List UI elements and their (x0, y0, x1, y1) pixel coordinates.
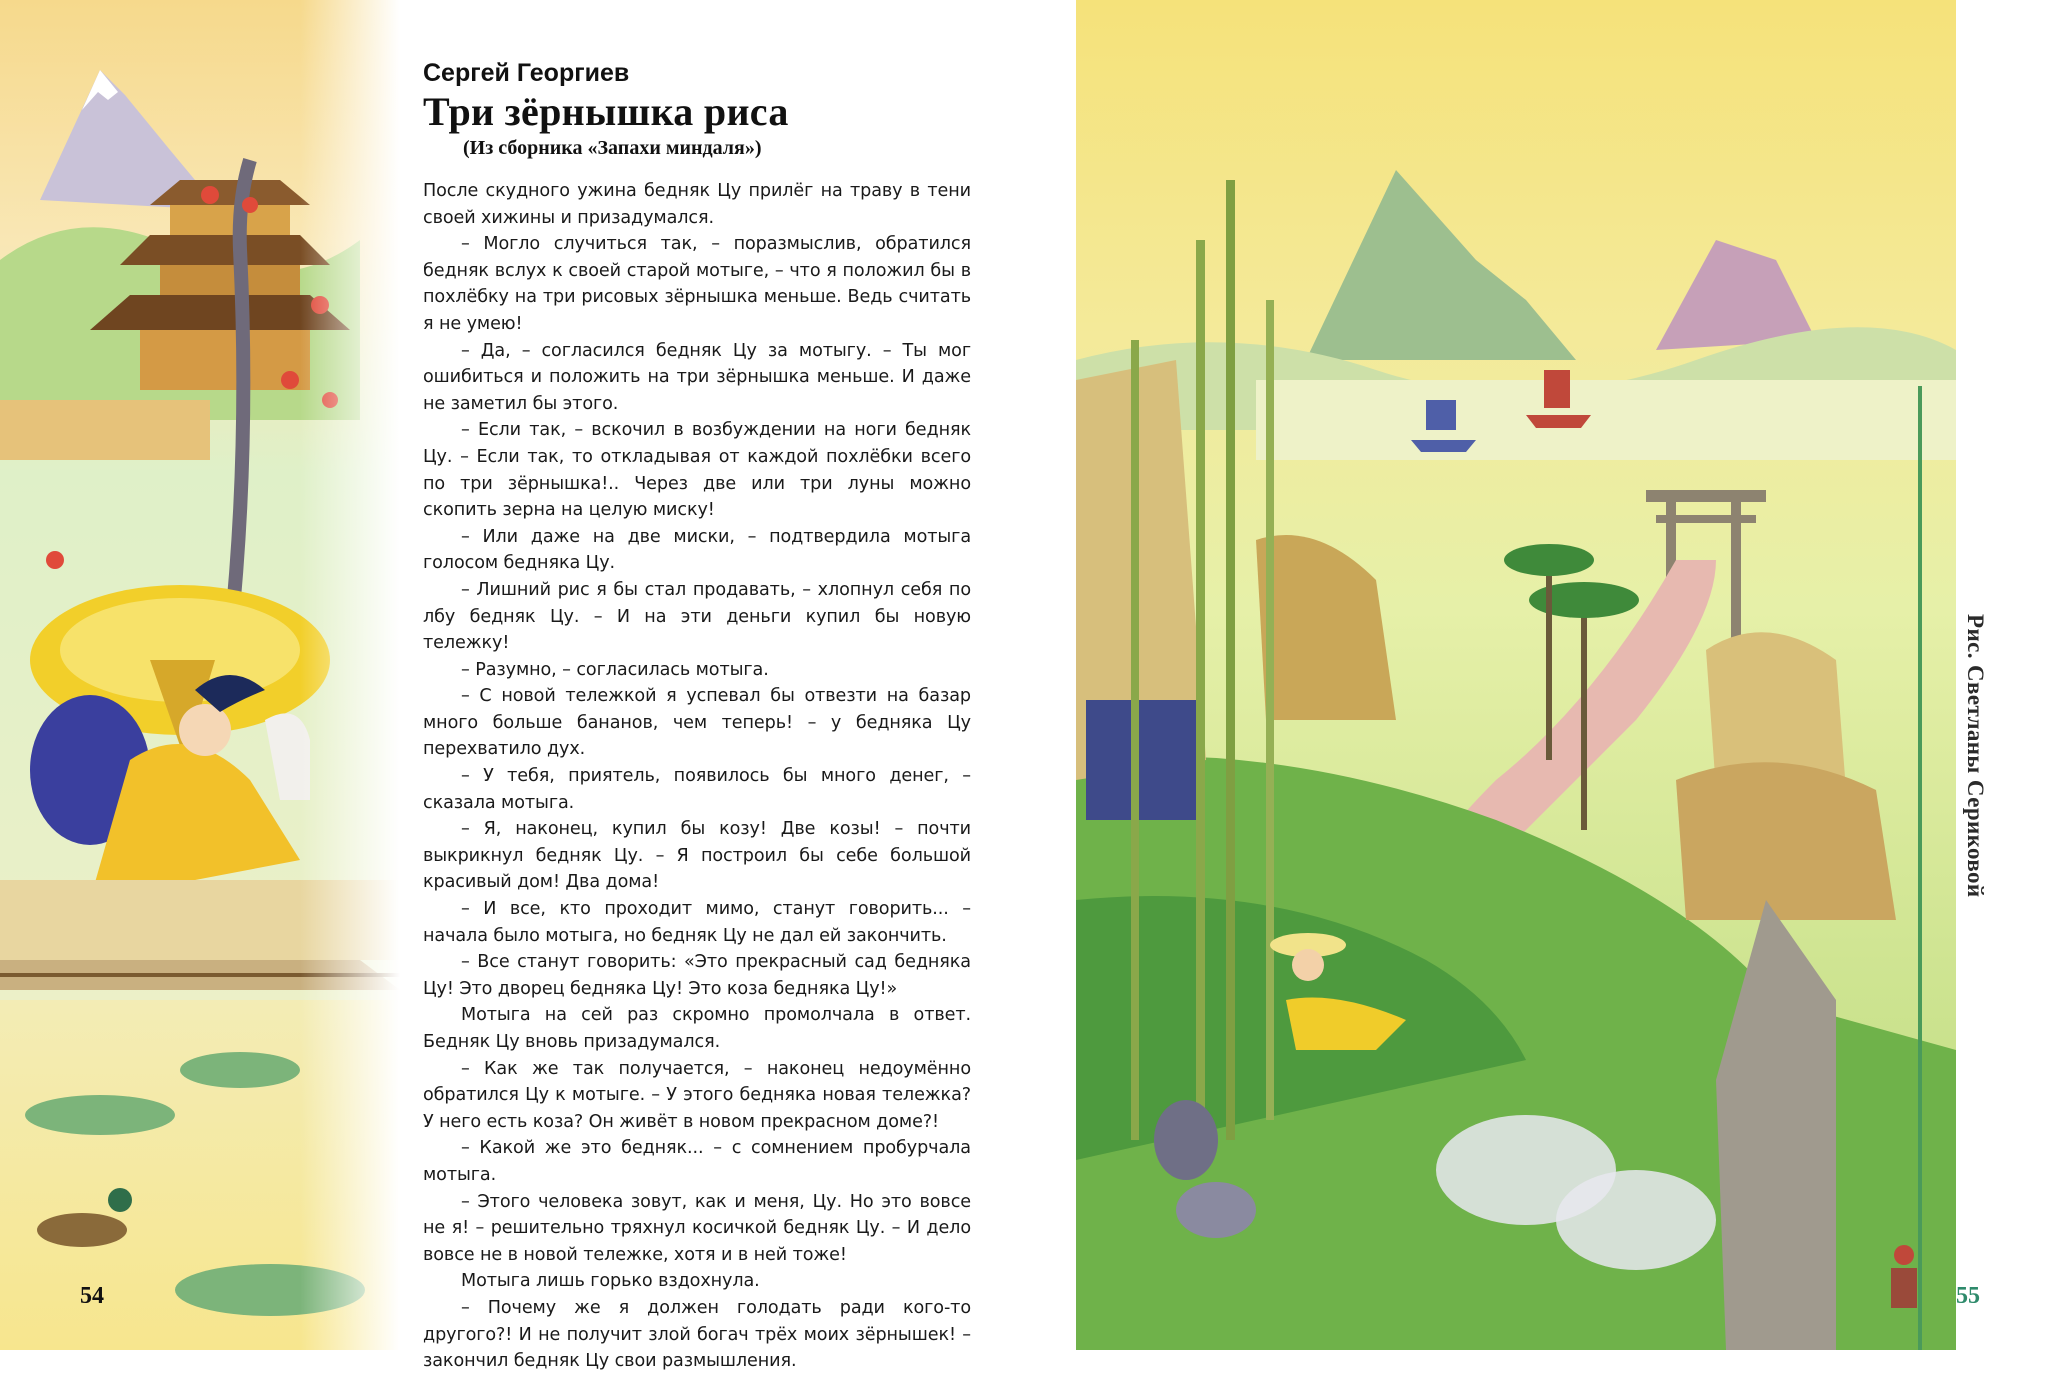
story-paragraph: – Да, – согласился бедняк Цу за мотыгу. – Ты мог ошибиться и положить на три зёрнышка меньше. И даже не заметил бы этого. (423, 340, 971, 414)
story-paragraph: – Почему же я должен голодать ради кого-то другого?! И не получит злой богач трёх моих зёрнышек! – закончил бедняк Цу свои размышления. (423, 1297, 971, 1372)
left-page (0, 0, 1024, 1372)
story-text-block (423, 58, 971, 1375)
story-title: Три зёрнышка риса (423, 89, 789, 134)
story-paragraph: – Все станут говорить: «Это прекрасный сад бедняка Цу! Это дворец бедняка Цу! Это коза бедняка Цу!» (423, 952, 971, 999)
story-paragraph: – Как же так получается, – наконец недоумённо обратился Цу к мотыге. – У этого бедняка новая тележка? У него есть коза? Он живёт в новом прекрасном доме?! (423, 1058, 971, 1132)
story-paragraph: – Какой же это бедняк... – с сомнением пробурчала мотыга. (423, 1138, 971, 1185)
story-paragraph: – Если так, – вскочил в возбуждении на ноги бедняк Цу. – Если так, то откладывая от каждой похлёбки всего по три зёрнышка!.. Через две или три луны можно скопить зерна на целую миску! (423, 420, 971, 521)
story-paragraph: – Этого человека зовут, как и меня, Цу. Но это вовсе не я! – решительно тряхнул косичкой бедняк Цу. – И дело вовсе не в новой тележке, хотя и в ней тоже! (423, 1191, 971, 1265)
story-paragraph: – Могло случиться так, – поразмыслив, обратился бедняк вслух к своей старой мотыге, – что я положил бы в похлёбку на три рисовых зёрнышка меньше. Ведь считать я не умею! (423, 234, 971, 334)
left-illustration (0, 0, 400, 1350)
story-paragraph: После скудного ужина бедняк Цу прилёг на траву в тени своей хижины и призадумался. (423, 181, 971, 228)
illustrator-credit: Рис. Светланы Сериковой (1963, 614, 1988, 898)
green-page-rule (1918, 386, 1922, 1350)
story-paragraph: – С новой тележкой я успевал бы отвезти на базар много больше бананов, чем теперь! – у бедняка Цу перехватило дух. (423, 686, 971, 760)
story-source: (Из сборника «Запахи миндаля») (463, 137, 762, 159)
story-paragraph: – У тебя, приятель, появилось бы много денег, – сказала мотыга. (423, 766, 971, 813)
story-paragraph: Мотыга лишь горько вздохнула. (461, 1271, 760, 1292)
story-body (423, 178, 971, 1375)
story-paragraph: – Или даже на две миски, – подтвердила мотыга голосом бедняка Цу. (423, 526, 971, 574)
story-paragraph: – Лишний рис я бы стал продавать, – хлопнул себя по лбу бедняк Цу. – И на эти деньги купил бы новую тележку! (423, 579, 971, 654)
porter-icon (1891, 1245, 1917, 1308)
page-number-right: 55 (1956, 1283, 1980, 1309)
story-paragraph: – Разумно, – согласилась мотыга. (461, 659, 769, 680)
story-paragraph: – И все, кто проходит мимо, станут говорить... – начала было мотыга, но бедняк Цу не дал ей закончить. (423, 899, 971, 946)
story-paragraph: – Я, наконец, купил бы козу! Две козы! – почти выкрикнул бедняк Цу. – Я построил бы себе большой красивый дом! Два дома! (423, 819, 971, 893)
page-number-left: 54 (80, 1283, 104, 1309)
story-paragraph: Мотыга на сей раз скромно промолчала в ответ. Бедняк Цу вновь призадумался. (423, 1005, 971, 1052)
right-illustration (1076, 0, 1956, 1350)
author-name: Сергей Георгиев (423, 59, 630, 87)
